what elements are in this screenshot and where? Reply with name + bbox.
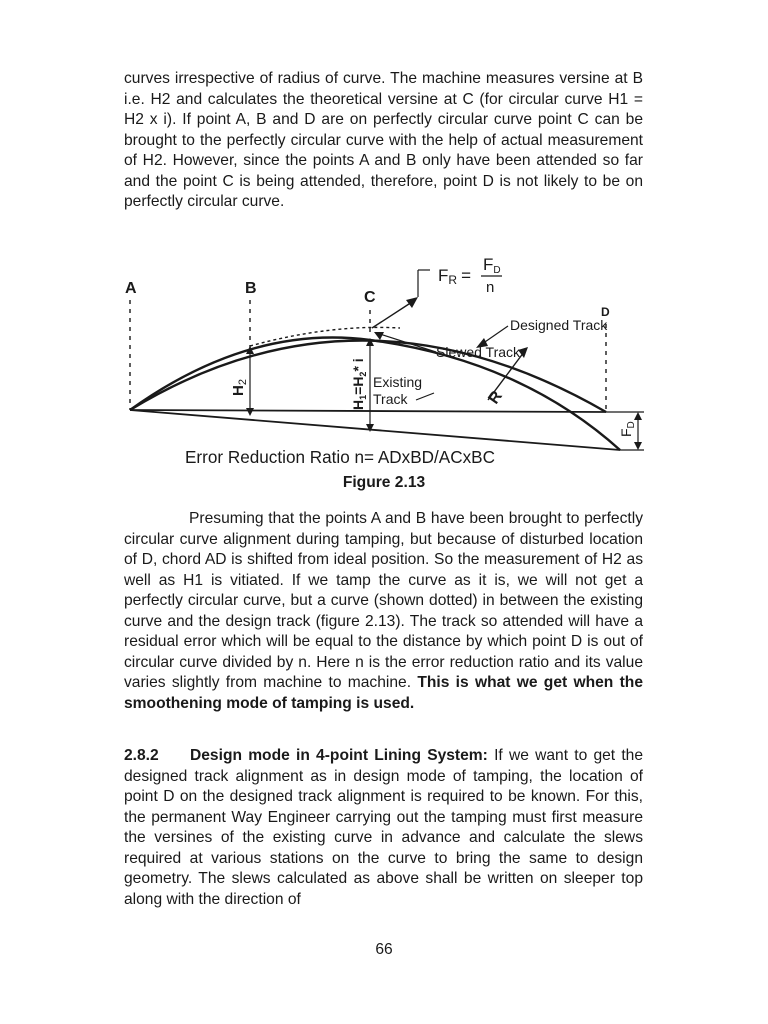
fd-arrow-bottom <box>634 442 642 450</box>
fr-formula: FR = <box>438 266 471 287</box>
section-title: Design mode in 4-point Lining System: <box>190 747 488 764</box>
paragraph-3-text: If we want to get the designed track alignment as in design mode of tamping, the location of point D on the designed track alignment is required to be known. For this, the permanent Way Engineer carrying out the tamping must first measure the versines of the existing curve in advance and calculate the slews required at various stations on the curve to bring the same to design geometry. The slews calculated as above shall be written on sleeper top along with the direction of <box>124 747 643 908</box>
paragraph-2-text: Presuming that the points A and B have been brought to perfectly circular curve alignment during tamping, but because of disturbed location of D, chord AD is shifted from ideal position. So the measurement of H2 as well as H1 is vitiated. If we tamp the curve as it is, we will not get a perfectly circular curve, but a curve (shown dotted) in between the existing curve and the design track (figure 2.13). The track so attended will have a residual error which will be equal to the distance by which point D is out of circular curve divided by n. Here n is the error reduction ratio and its value varies slightly from machine to machine. <box>124 510 643 691</box>
existing-track-leader <box>416 393 434 400</box>
figure-2-13 <box>110 250 655 468</box>
slewed-track-label: Slewed Track <box>436 344 521 360</box>
designed-track-curve <box>130 340 606 412</box>
fd-side-label: $F_D$ <box>618 421 637 437</box>
designed-track-leader <box>482 326 508 344</box>
existing-track-label-line1: Existing <box>373 374 423 390</box>
h1-arrow-head-bottom <box>366 424 374 432</box>
h2-label: $H_2$ <box>230 379 249 396</box>
label-b: B <box>245 280 257 297</box>
paragraph-2 <box>124 509 643 714</box>
designed-track-label: Designed Track <box>510 317 608 333</box>
h1-label: $H_1=H_2*$ i <box>350 358 368 410</box>
fr-arrow-line <box>372 302 412 328</box>
chord-ad-shifted <box>130 410 620 450</box>
label-c: C <box>364 289 376 306</box>
slewed-track-arrow-head <box>374 332 384 340</box>
label-d: D <box>601 305 610 319</box>
page-number: 66 <box>375 941 393 958</box>
paragraph-2-bold: This is what we get when the smoothening mode of tamping is used. <box>124 674 643 712</box>
existing-track-label-line2: Track <box>373 391 408 407</box>
fd-arrow-top <box>634 412 642 420</box>
section-number: 2.8.2 <box>124 747 159 764</box>
h2-arrow-head-bottom <box>246 408 254 416</box>
figure-caption: Figure 2.13 <box>342 474 426 491</box>
fr-arrow-head <box>406 297 418 308</box>
chord-ad-ideal <box>130 410 606 412</box>
section-2-8-2 <box>124 746 643 910</box>
fr-denominator: n <box>486 279 495 296</box>
radius-label: R <box>485 388 506 408</box>
paragraph-1: curves irrespective of radius of curve. The machine measures versine at B i.e. H2 and calculates the theoretical versine at C (for circular curve H1 = H2 x i). If point A, B and D are on perfectly circular curve point C can be brought to the perfectly circular curve with the help of actual measurement of H2. However, since the points A and B only have been attended so far and the point C is being attended, therefore, point D is not likely to be on perfectly circular curve. <box>124 70 643 210</box>
label-a: A <box>125 280 137 297</box>
error-reduction-ratio: Error Reduction Ratio n= ADxBD/ACxBC <box>185 447 495 467</box>
fd-numerator: FD <box>483 255 501 276</box>
